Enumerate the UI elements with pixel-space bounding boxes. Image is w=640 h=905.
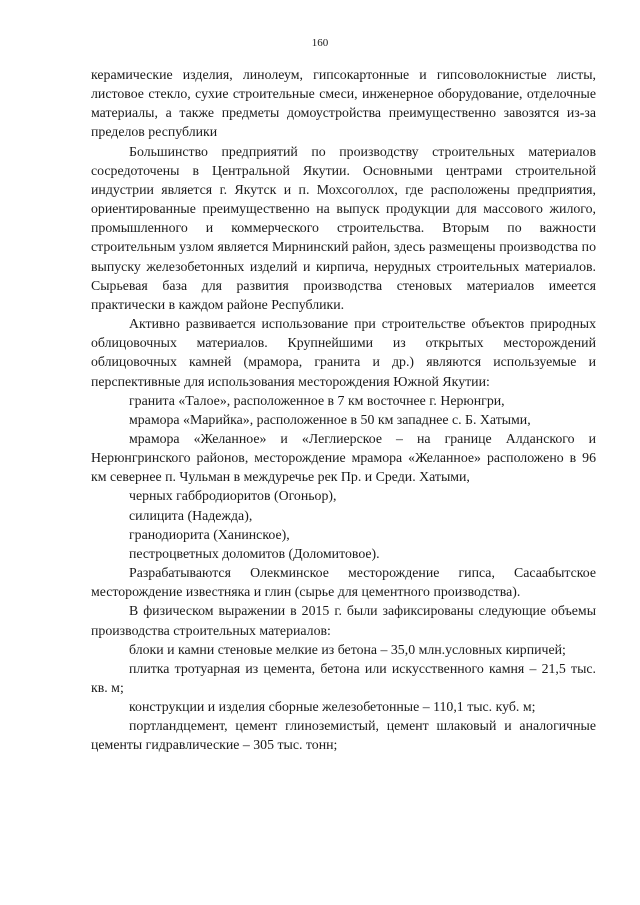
list-item-reinforced-concrete: конструкции и изделия сборные железобетонные – 110,1 тыс. куб. м; bbox=[129, 699, 536, 715]
list-item-cement: портландцемент, цемент глиноземистый, цемент шлаковый и аналогичные цементы гидравлические – 305 тыс. тонн; bbox=[91, 718, 596, 753]
list-item-granite-taloe: гранита «Талое», расположенное в 7 км восточнее г. Нерюнгри, bbox=[129, 392, 505, 408]
list-item-marble-mariyka: мрамора «Марийка», расположенное в 50 км западнее с. Б. Хатыми, bbox=[129, 411, 531, 427]
body-text bbox=[91, 65, 596, 755]
paragraph-facing-materials: Активно развивается использование при строительстве объектов природных облицовочных материалов. Крупнейшими из открытых месторождений облицовочных камней (мрамора, гранита и др.) являются используемые и перспективные для использования месторождения Южной Якутии: bbox=[91, 316, 596, 389]
list-item-paving-tiles: плитка тротуарная из цемента, бетона или искусственного камня – 21,5 тыс. кв. м; bbox=[91, 660, 596, 695]
paragraph-production-centers: Большинство предприятий по производству строительных материалов сосредоточены в Центральной Якутии. Основными центрами строительной индустрии является г. Якутск и п. Мохсоголлох, где расположены предприятия, ориентированные преимущественно на выпуск продукции для массового жилого, промышленного и коммерческого строительства. Вторым по важности строительным узлом является Мирнинский район, здесь размещены производства по выпуску железобетонных изделий и кирпича, нерудных строительных материалов. Сырьевая база для развития производства стеновых материалов имеется практически в каждом районе Республики. bbox=[91, 143, 596, 312]
paragraph-deposits-developed: Разрабатываются Олекминское месторождение гипса, Сасаабытское месторождение известняка и глин (сырье для цементного производства). bbox=[91, 565, 596, 600]
page-number: 160 bbox=[311, 37, 329, 49]
paragraph-production-volumes: В физическом выражении в 2015 г. были зафиксированы следующие объемы производства строительных материалов: bbox=[91, 603, 596, 638]
paragraph-continuation: керамические изделия, линолеум, гипсокартонные и гипсоволокнистые листы, листовое стекло, сухие строительные смеси, инженерное оборудование, отделочные материалы, а также предметы домоустройства преимущественно завозятся из-за пределов республики bbox=[91, 67, 596, 140]
list-item-marble-zhelannoe: мрамора «Желанное» и «Леглиерское – на границе Алданского и Нерюнгринского районов, месторождение мрамора «Желанное» расположено в 96 км севернее п. Чульман в междуречье рек Пр. и Среди. Хатыми, bbox=[91, 430, 596, 485]
list-item-silicite: силицита (Надежда), bbox=[129, 507, 253, 523]
list-item-concrete-blocks: блоки и камни стеновые мелкие из бетона – 35,0 млн.условных кирпичей; bbox=[129, 641, 566, 657]
list-item-granodiorite: гранодиорита (Ханинское), bbox=[129, 526, 290, 542]
list-item-gabbrodiorite: черных габбродиоритов (Огоньор), bbox=[129, 488, 337, 504]
list-item-dolomite: пестроцветных доломитов (Доломитовое). bbox=[129, 545, 380, 561]
